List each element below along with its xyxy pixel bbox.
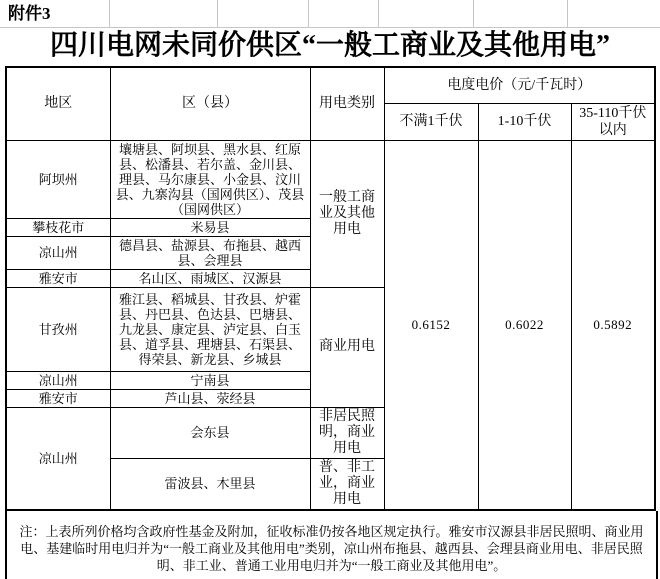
district-cell: 雷波县、木里县 xyxy=(110,458,310,510)
gridline xyxy=(378,0,379,27)
district-cell: 会东县 xyxy=(110,407,310,458)
region-cell: 雅安市 xyxy=(6,269,110,287)
price-table xyxy=(5,66,656,511)
category-cell: 非居民照明，商业用电 xyxy=(310,407,384,458)
gridline xyxy=(109,0,110,27)
attachment-label: 附件3 xyxy=(8,4,51,23)
region-cell: 甘孜州 xyxy=(6,287,110,371)
region-cell: 雅安市 xyxy=(6,389,110,407)
col-header-tier-1-10kv: 1-10千伏 xyxy=(478,103,571,140)
page-title: 四川电网未同价供区“一般工商业及其他用电” xyxy=(49,30,610,61)
gridline xyxy=(308,0,309,27)
col-header-district: 区（县） xyxy=(110,67,310,140)
header-row-1 xyxy=(6,67,655,103)
gridline xyxy=(567,0,568,27)
district-cell: 壤塘县、阿坝县、黑水县、红原县、松潘县、若尔盖、金川县、理县、马尔康县、小金县、汶川县、九寨沟县（国网供区）、茂县（国网供区） xyxy=(110,140,310,218)
region-cell: 凉山州 xyxy=(6,236,110,269)
category-cell: 商业用电 xyxy=(310,287,384,407)
district-cell: 雅江县、稻城县、甘孜县、炉霍县、丹巴县、色达县、巴塘县、九龙县、康定县、泸定县、白玉县、道孚县、理塘县、石渠县、得荣县、新龙县、乡城县 xyxy=(110,287,310,371)
category-cell: 普、非工业，商业用电 xyxy=(310,458,384,510)
col-header-price-group: 电度电价（元/千瓦时） xyxy=(384,67,655,103)
top-strip xyxy=(0,0,660,28)
district-cell: 名山区、雨城区、汉源县 xyxy=(110,269,310,287)
district-cell: 芦山县、荥经县 xyxy=(110,389,310,407)
district-cell: 宁南县 xyxy=(110,371,310,389)
region-cell: 凉山州 xyxy=(6,407,110,510)
district-cell: 德昌县、盐源县、布拖县、越西县、会理县 xyxy=(110,236,310,269)
col-header-tier-35-110kv: 35-110千伏以内 xyxy=(571,103,655,140)
footnote-box xyxy=(5,511,658,579)
col-header-tier-lt1kv: 不满1千伏 xyxy=(384,103,478,140)
gridline xyxy=(217,0,218,27)
district-cell: 米易县 xyxy=(110,218,310,236)
category-cell: 一般工商业及其他用电 xyxy=(310,140,384,287)
col-header-category: 用电类别 xyxy=(310,67,384,140)
region-cell: 凉山州 xyxy=(6,371,110,389)
price-cell-1-10kv: 0.6022 xyxy=(478,140,571,510)
col-header-region: 地区 xyxy=(6,67,110,140)
gridline xyxy=(473,0,474,27)
footnote-text: 注：上表所列价格均含政府性基金及附加，征收标准仍按各地区规定执行。雅安市汉源县非居民照明、商业用电、基建临时用电归并为“一般工商业及其他用电”类别，凉山州布拖县、越西县、会理县商业用电、非居民照明、非工业、普通工业用电归并为“一般工商业及其他用电”。 xyxy=(19,523,644,573)
region-cell: 攀枝花市 xyxy=(6,218,110,236)
price-cell-lt1kv: 0.6152 xyxy=(384,140,478,510)
region-cell: 阿坝州 xyxy=(6,140,110,218)
price-cell-35-110kv: 0.5892 xyxy=(571,140,655,510)
table-row xyxy=(6,140,655,218)
